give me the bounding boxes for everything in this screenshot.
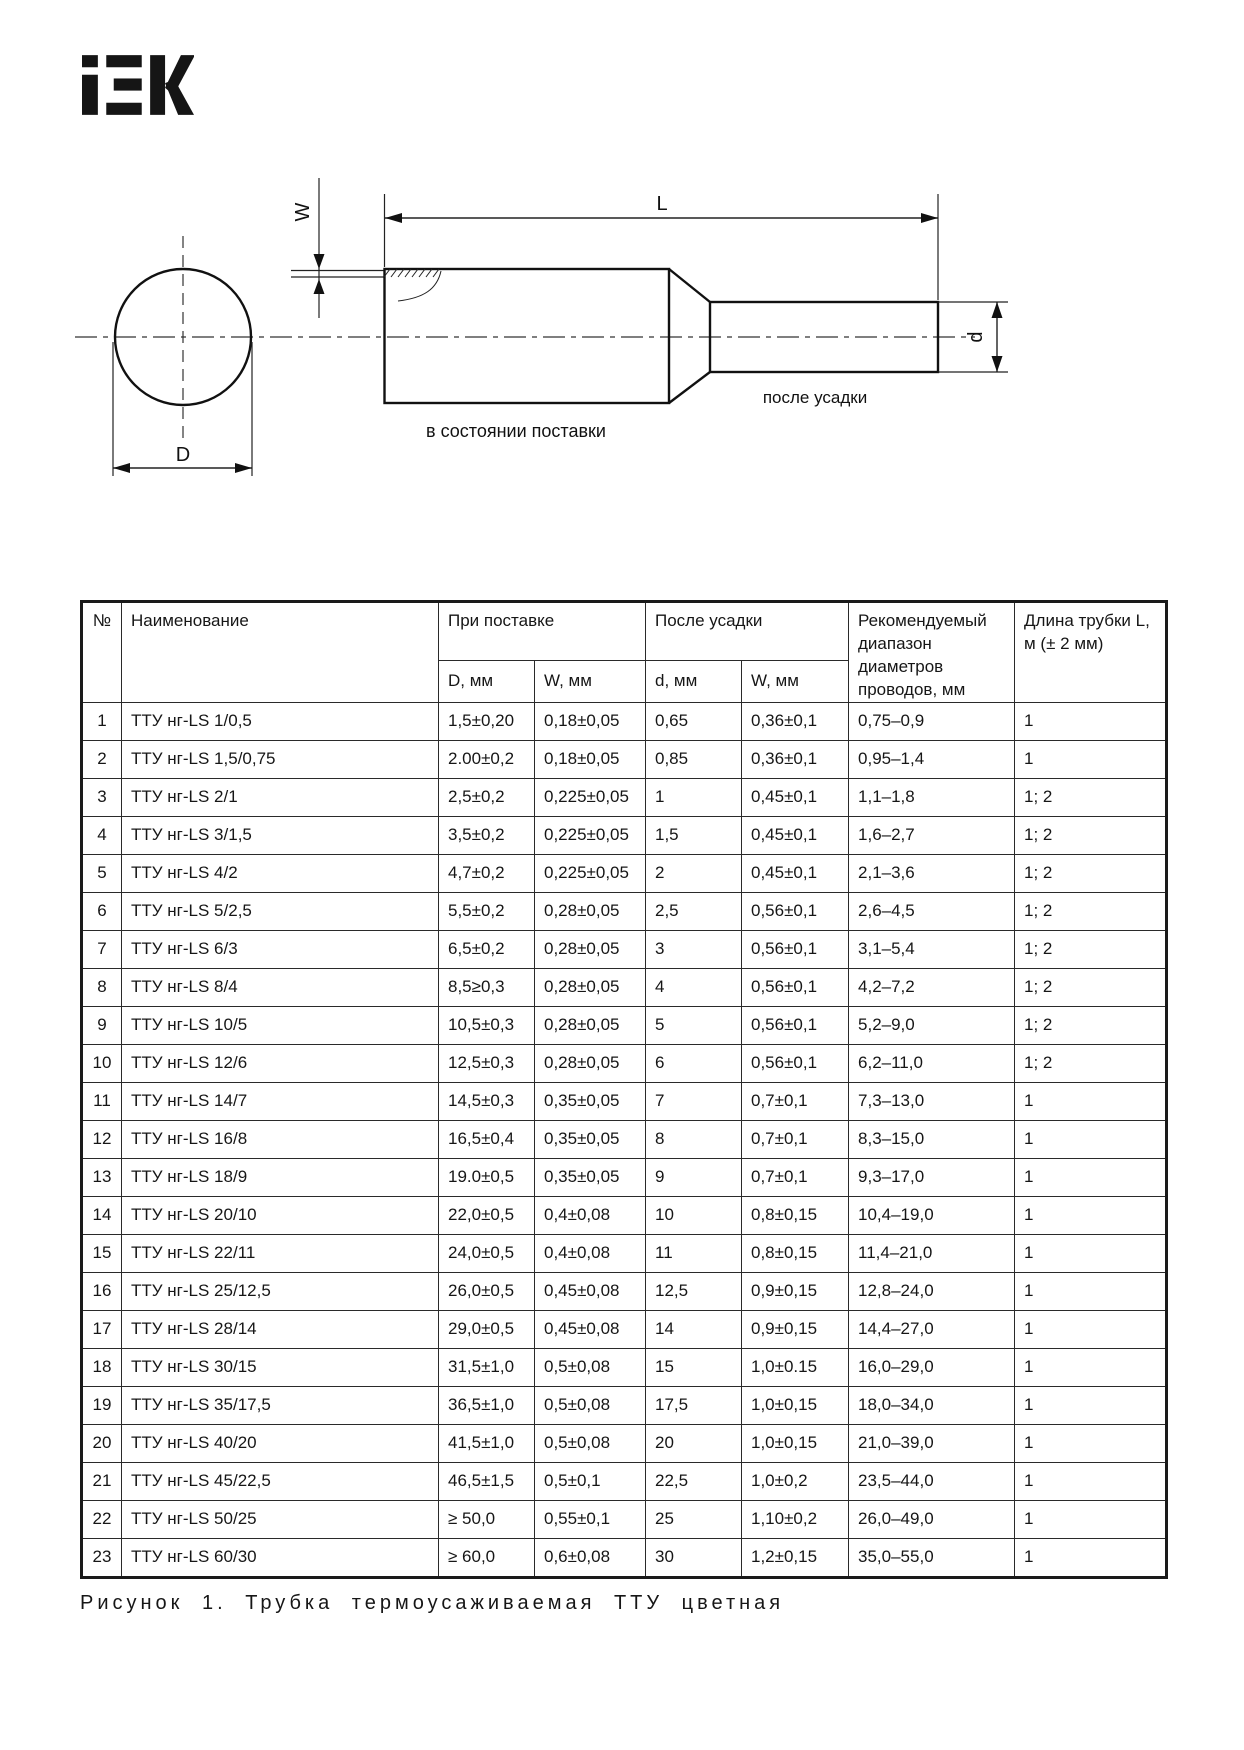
- cell-name: ТТУ нг-LS 45/22,5: [122, 1462, 439, 1500]
- cell-name: ТТУ нг-LS 40/20: [122, 1424, 439, 1462]
- cell-after_d: 30: [646, 1538, 742, 1577]
- table-row: [82, 1386, 1167, 1424]
- cell-supply_d: 12,5±0,3: [439, 1044, 535, 1082]
- dim-label-W: W: [292, 202, 314, 222]
- cell-name: ТТУ нг-LS 30/15: [122, 1348, 439, 1386]
- cell-supply_d: 8,5≥0,3: [439, 968, 535, 1006]
- cell-supply_d: 16,5±0,4: [439, 1120, 535, 1158]
- arrowhead: [992, 302, 1003, 318]
- col-header-length: Длина трубки L, м (± 2 мм): [1015, 602, 1167, 703]
- cell-supply_d: 1,5±0,20: [439, 702, 535, 740]
- cell-after_d: 10: [646, 1196, 742, 1234]
- cell-length: 1; 2: [1015, 816, 1167, 854]
- cell-supply_w: 0,28±0,05: [535, 968, 646, 1006]
- cell-supply_d: 31,5±1,0: [439, 1348, 535, 1386]
- cell-after_w: 0,8±0,15: [742, 1234, 849, 1272]
- cell-after_w: 0,7±0,1: [742, 1082, 849, 1120]
- cell-num: 10: [82, 1044, 122, 1082]
- table-row: [82, 1462, 1167, 1500]
- dim-label-d: d: [965, 331, 987, 343]
- dimension-W: [291, 178, 384, 318]
- cell-name: ТТУ нг-LS 4/2: [122, 854, 439, 892]
- cell-name: ТТУ нг-LS 60/30: [122, 1538, 439, 1577]
- cell-length: 1; 2: [1015, 1006, 1167, 1044]
- tube-supplied-body: [385, 269, 670, 403]
- table-row: [82, 1196, 1167, 1234]
- cell-length: 1: [1015, 1082, 1167, 1120]
- cell-supply_w: 0,18±0,05: [535, 702, 646, 740]
- cell-supply_d: 24,0±0,5: [439, 1234, 535, 1272]
- cell-range: 7,3–13,0: [849, 1082, 1015, 1120]
- cell-length: 1: [1015, 1462, 1167, 1500]
- taper-top: [669, 269, 710, 302]
- cell-after_d: 1,5: [646, 816, 742, 854]
- cell-supply_w: 0,225±0,05: [535, 816, 646, 854]
- cell-supply_w: 0,45±0,08: [535, 1272, 646, 1310]
- cell-after_w: 0,36±0,1: [742, 702, 849, 740]
- cell-supply_d: 4,7±0,2: [439, 854, 535, 892]
- cell-num: 12: [82, 1120, 122, 1158]
- cell-name: ТТУ нг-LS 22/11: [122, 1234, 439, 1272]
- cell-length: 1; 2: [1015, 892, 1167, 930]
- cell-num: 9: [82, 1006, 122, 1044]
- cell-supply_d: 14,5±0,3: [439, 1082, 535, 1120]
- cell-name: ТТУ нг-LS 25/12,5: [122, 1272, 439, 1310]
- cell-range: 4,2–7,2: [849, 968, 1015, 1006]
- flare-hatching: [384, 269, 441, 301]
- cell-after_w: 1,10±0,2: [742, 1500, 849, 1538]
- cell-supply_d: 3,5±0,2: [439, 816, 535, 854]
- cell-supply_w: 0,4±0,08: [535, 1196, 646, 1234]
- cell-after_w: 1,2±0,15: [742, 1538, 849, 1577]
- arrowhead: [385, 213, 402, 223]
- tube-diagram: [0, 150, 1244, 485]
- cell-range: 10,4–19,0: [849, 1196, 1015, 1234]
- col-header-name: Наименование: [122, 602, 439, 703]
- iek-logo: [82, 54, 194, 116]
- table-row: [82, 816, 1167, 854]
- table-row: [82, 1158, 1167, 1196]
- cell-after_d: 9: [646, 1158, 742, 1196]
- cell-supply_d: 2.00±0,2: [439, 740, 535, 778]
- cell-name: ТТУ нг-LS 18/9: [122, 1158, 439, 1196]
- cell-length: 1; 2: [1015, 854, 1167, 892]
- cell-after_w: 0,45±0,1: [742, 816, 849, 854]
- cell-range: 11,4–21,0: [849, 1234, 1015, 1272]
- cell-range: 0,95–1,4: [849, 740, 1015, 778]
- cell-supply_w: 0,35±0,05: [535, 1120, 646, 1158]
- cell-num: 20: [82, 1424, 122, 1462]
- spec-table: [80, 600, 1168, 1579]
- cell-range: 12,8–24,0: [849, 1272, 1015, 1310]
- cell-supply_d: ≥ 60,0: [439, 1538, 535, 1577]
- table-row: [82, 1348, 1167, 1386]
- cell-after_d: 7: [646, 1082, 742, 1120]
- cell-length: 1; 2: [1015, 968, 1167, 1006]
- cell-name: ТТУ нг-LS 12/6: [122, 1044, 439, 1082]
- cell-length: 1: [1015, 702, 1167, 740]
- cell-after_w: 1,0±0,2: [742, 1462, 849, 1500]
- col-header-after-d: d, мм: [646, 661, 742, 702]
- table-row: [82, 1272, 1167, 1310]
- col-header-group-after: После усадки: [646, 602, 849, 661]
- cell-range: 1,1–1,8: [849, 778, 1015, 816]
- cell-num: 18: [82, 1348, 122, 1386]
- cell-name: ТТУ нг-LS 6/3: [122, 930, 439, 968]
- cell-after_w: 0,7±0,1: [742, 1120, 849, 1158]
- cell-num: 22: [82, 1500, 122, 1538]
- cell-name: ТТУ нг-LS 1,5/0,75: [122, 740, 439, 778]
- cell-length: 1: [1015, 1500, 1167, 1538]
- table-row: [82, 892, 1167, 930]
- cell-after_w: 0,9±0,15: [742, 1310, 849, 1348]
- spec-table-container: [80, 600, 1168, 1579]
- cell-num: 16: [82, 1272, 122, 1310]
- cell-supply_w: 0,5±0,08: [535, 1386, 646, 1424]
- cell-supply_w: 0,5±0,08: [535, 1424, 646, 1462]
- cell-range: 26,0–49,0: [849, 1500, 1015, 1538]
- cell-name: ТТУ нг-LS 28/14: [122, 1310, 439, 1348]
- cell-after_d: 3: [646, 930, 742, 968]
- cell-num: 4: [82, 816, 122, 854]
- cell-length: 1: [1015, 740, 1167, 778]
- cell-length: 1: [1015, 1158, 1167, 1196]
- cell-after_w: 0,9±0,15: [742, 1272, 849, 1310]
- cell-range: 3,1–5,4: [849, 930, 1015, 968]
- cell-name: ТТУ нг-LS 35/17,5: [122, 1386, 439, 1424]
- cell-supply_w: 0,35±0,05: [535, 1082, 646, 1120]
- cell-supply_d: ≥ 50,0: [439, 1500, 535, 1538]
- dim-label-D: D: [175, 444, 191, 466]
- cell-after_w: 0,8±0,15: [742, 1196, 849, 1234]
- table-row: [82, 1006, 1167, 1044]
- cell-length: 1; 2: [1015, 778, 1167, 816]
- spec-table-body: [82, 702, 1167, 1577]
- table-row: [82, 1424, 1167, 1462]
- cell-name: ТТУ нг-LS 10/5: [122, 1006, 439, 1044]
- cell-name: ТТУ нг-LS 50/25: [122, 1500, 439, 1538]
- cell-supply_d: 6,5±0,2: [439, 930, 535, 968]
- cell-length: 1: [1015, 1120, 1167, 1158]
- cell-name: ТТУ нг-LS 3/1,5: [122, 816, 439, 854]
- cell-range: 2,6–4,5: [849, 892, 1015, 930]
- cell-num: 8: [82, 968, 122, 1006]
- cell-supply_d: 41,5±1,0: [439, 1424, 535, 1462]
- cell-after_d: 8: [646, 1120, 742, 1158]
- cell-supply_w: 0,5±0,1: [535, 1462, 646, 1500]
- cell-range: 18,0–34,0: [849, 1386, 1015, 1424]
- cell-range: 14,4–27,0: [849, 1310, 1015, 1348]
- cell-name: ТТУ нг-LS 14/7: [122, 1082, 439, 1120]
- cell-name: ТТУ нг-LS 5/2,5: [122, 892, 439, 930]
- cell-after_d: 15: [646, 1348, 742, 1386]
- cell-range: 2,1–3,6: [849, 854, 1015, 892]
- cell-range: 35,0–55,0: [849, 1538, 1015, 1577]
- cell-num: 19: [82, 1386, 122, 1424]
- cell-after_w: 0,7±0,1: [742, 1158, 849, 1196]
- cell-length: 1: [1015, 1310, 1167, 1348]
- cell-length: 1: [1015, 1424, 1167, 1462]
- cell-supply_w: 0,28±0,05: [535, 1006, 646, 1044]
- label-as-supplied: в состоянии поставки: [426, 421, 606, 441]
- cell-supply_d: 22,0±0,5: [439, 1196, 535, 1234]
- cell-num: 2: [82, 740, 122, 778]
- arrowhead: [314, 279, 325, 294]
- dim-label-L: L: [656, 193, 668, 215]
- cell-supply_d: 19.0±0,5: [439, 1158, 535, 1196]
- col-header-group-supply: При поставке: [439, 602, 646, 661]
- cell-length: 1: [1015, 1538, 1167, 1577]
- cell-name: ТТУ нг-LS 20/10: [122, 1196, 439, 1234]
- table-row: [82, 1234, 1167, 1272]
- cell-num: 15: [82, 1234, 122, 1272]
- cell-supply_w: 0,18±0,05: [535, 740, 646, 778]
- cell-after_w: 0,56±0,1: [742, 930, 849, 968]
- cell-range: 0,75–0,9: [849, 702, 1015, 740]
- cell-supply_d: 29,0±0,5: [439, 1310, 535, 1348]
- cell-num: 21: [82, 1462, 122, 1500]
- table-row: [82, 1310, 1167, 1348]
- cell-after_d: 5: [646, 1006, 742, 1044]
- cell-after_w: 1,0±0,15: [742, 1386, 849, 1424]
- cell-range: 6,2–11,0: [849, 1044, 1015, 1082]
- cell-after_d: 22,5: [646, 1462, 742, 1500]
- col-header-after-w: W, мм: [742, 661, 849, 702]
- cell-supply_d: 46,5±1,5: [439, 1462, 535, 1500]
- cell-supply_w: 0,4±0,08: [535, 1234, 646, 1272]
- cell-supply_w: 0,5±0,08: [535, 1348, 646, 1386]
- cell-after_w: 0,36±0,1: [742, 740, 849, 778]
- arrowhead: [235, 463, 252, 473]
- cell-num: 17: [82, 1310, 122, 1348]
- cell-range: 9,3–17,0: [849, 1158, 1015, 1196]
- label-after-shrink: после усадки: [762, 388, 868, 407]
- cell-range: 5,2–9,0: [849, 1006, 1015, 1044]
- cell-after_d: 25: [646, 1500, 742, 1538]
- arrowhead: [113, 463, 130, 473]
- cell-after_d: 0,85: [646, 740, 742, 778]
- cell-after_d: 17,5: [646, 1386, 742, 1424]
- cell-supply_d: 2,5±0,2: [439, 778, 535, 816]
- cell-after_w: 1,0±0,15: [742, 1424, 849, 1462]
- table-row: [82, 968, 1167, 1006]
- cell-supply_d: 36,5±1,0: [439, 1386, 535, 1424]
- cell-supply_w: 0,45±0,08: [535, 1310, 646, 1348]
- arrowhead: [992, 356, 1003, 372]
- cell-after_d: 6: [646, 1044, 742, 1082]
- cell-length: 1: [1015, 1196, 1167, 1234]
- col-header-num: №: [82, 602, 122, 703]
- table-row: [82, 1082, 1167, 1120]
- table-row: [82, 854, 1167, 892]
- cell-after_d: 2,5: [646, 892, 742, 930]
- table-row: [82, 702, 1167, 740]
- cell-supply_w: 0,35±0,05: [535, 1158, 646, 1196]
- arrowhead: [921, 213, 938, 223]
- table-row: [82, 1120, 1167, 1158]
- cell-num: 7: [82, 930, 122, 968]
- cell-after_d: 1: [646, 778, 742, 816]
- cell-after_d: 0,65: [646, 702, 742, 740]
- cell-after_w: 0,56±0,1: [742, 1006, 849, 1044]
- cell-range: 23,5–44,0: [849, 1462, 1015, 1500]
- figure-caption: Рисунок 1. Трубка термоусаживаемая ТТУ цветная: [80, 1592, 785, 1614]
- cell-num: 13: [82, 1158, 122, 1196]
- cell-after_w: 0,56±0,1: [742, 892, 849, 930]
- table-row: [82, 1500, 1167, 1538]
- table-row: [82, 1044, 1167, 1082]
- spec-table-head: [82, 602, 1167, 703]
- cell-num: 3: [82, 778, 122, 816]
- cell-supply_w: 0,6±0,08: [535, 1538, 646, 1577]
- cell-supply_d: 5,5±0,2: [439, 892, 535, 930]
- cell-after_d: 20: [646, 1424, 742, 1462]
- cell-name: ТТУ нг-LS 8/4: [122, 968, 439, 1006]
- cell-after_d: 12,5: [646, 1272, 742, 1310]
- cell-range: 21,0–39,0: [849, 1424, 1015, 1462]
- taper-bottom: [669, 372, 710, 403]
- arrowhead: [314, 254, 325, 269]
- cell-supply_d: 26,0±0,5: [439, 1272, 535, 1310]
- cell-range: 1,6–2,7: [849, 816, 1015, 854]
- cell-supply_w: 0,225±0,05: [535, 778, 646, 816]
- header-group-row: [82, 602, 1167, 661]
- cell-length: 1; 2: [1015, 930, 1167, 968]
- cell-length: 1: [1015, 1348, 1167, 1386]
- cell-name: ТТУ нг-LS 1/0,5: [122, 702, 439, 740]
- cell-supply_w: 0,28±0,05: [535, 930, 646, 968]
- cell-length: 1: [1015, 1272, 1167, 1310]
- table-row: [82, 1538, 1167, 1577]
- cell-after_w: 0,45±0,1: [742, 854, 849, 892]
- cell-after_d: 2: [646, 854, 742, 892]
- cell-after_w: 1,0±0.15: [742, 1348, 849, 1386]
- cell-num: 23: [82, 1538, 122, 1577]
- cell-length: 1: [1015, 1386, 1167, 1424]
- cell-num: 1: [82, 702, 122, 740]
- col-header-supply-d: D, мм: [439, 661, 535, 702]
- cell-length: 1; 2: [1015, 1044, 1167, 1082]
- cell-supply_w: 0,225±0,05: [535, 854, 646, 892]
- cell-after_d: 14: [646, 1310, 742, 1348]
- cell-supply_w: 0,55±0,1: [535, 1500, 646, 1538]
- cell-after_w: 0,56±0,1: [742, 968, 849, 1006]
- col-header-range: Рекомендуемый диапазон диаметров проводов, мм: [849, 602, 1015, 703]
- cell-length: 1: [1015, 1234, 1167, 1272]
- cell-after_w: 0,45±0,1: [742, 778, 849, 816]
- table-row: [82, 740, 1167, 778]
- cell-supply_d: 10,5±0,3: [439, 1006, 535, 1044]
- col-header-supply-w: W, мм: [535, 661, 646, 702]
- table-row: [82, 930, 1167, 968]
- cell-supply_w: 0,28±0,05: [535, 892, 646, 930]
- table-row: [82, 778, 1167, 816]
- cell-after_d: 11: [646, 1234, 742, 1272]
- cell-num: 14: [82, 1196, 122, 1234]
- cell-num: 6: [82, 892, 122, 930]
- cell-supply_w: 0,28±0,05: [535, 1044, 646, 1082]
- cell-num: 11: [82, 1082, 122, 1120]
- cell-num: 5: [82, 854, 122, 892]
- cell-name: ТТУ нг-LS 16/8: [122, 1120, 439, 1158]
- cell-after_d: 4: [646, 968, 742, 1006]
- cell-range: 16,0–29,0: [849, 1348, 1015, 1386]
- cell-range: 8,3–15,0: [849, 1120, 1015, 1158]
- cell-after_w: 0,56±0,1: [742, 1044, 849, 1082]
- cell-name: ТТУ нг-LS 2/1: [122, 778, 439, 816]
